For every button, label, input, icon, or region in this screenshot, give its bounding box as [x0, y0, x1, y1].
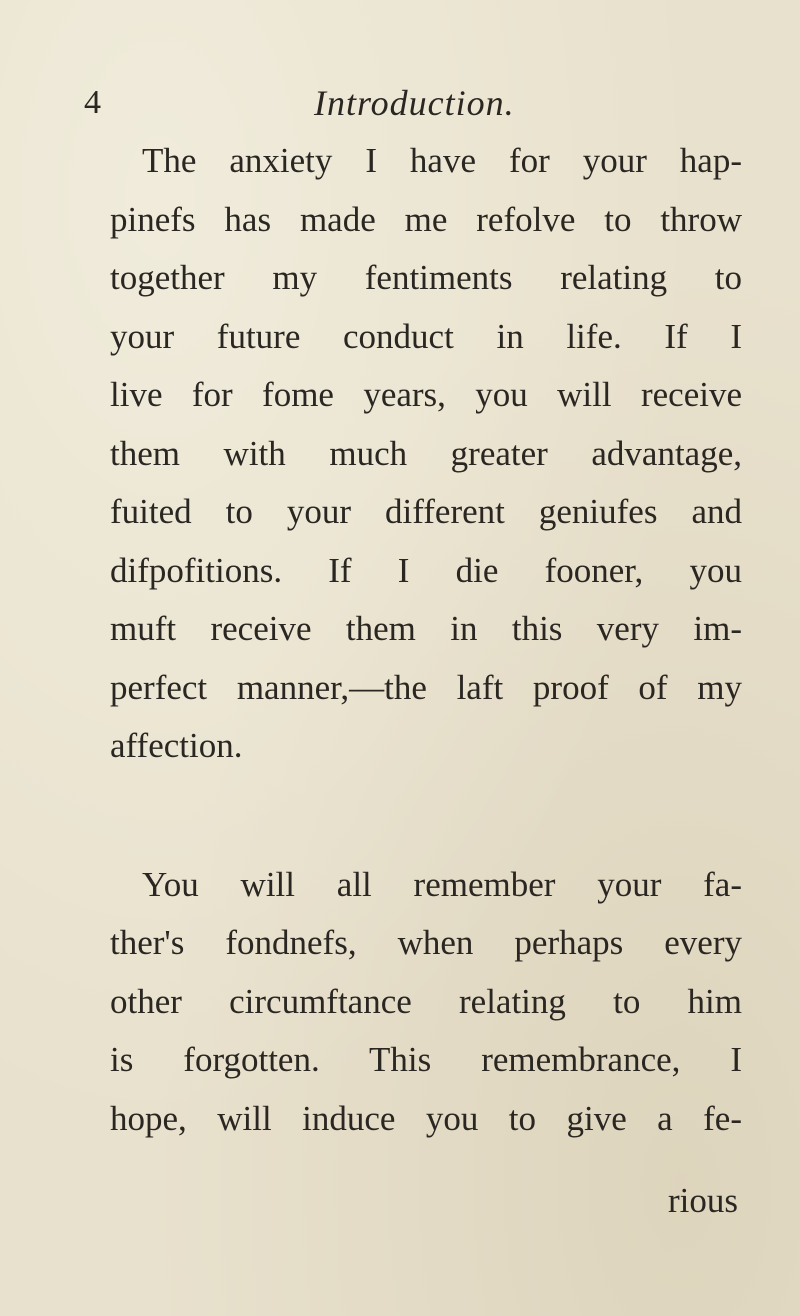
catchword: rious [668, 1181, 738, 1220]
page-header [0, 78, 800, 128]
text-line: pinefs has made me refolve to throw [110, 199, 742, 239]
text-line: muft receive them in this very im- [110, 609, 742, 648]
text-line: ther's fondnefs, when perhaps every [110, 923, 742, 962]
paragraph-gap [110, 776, 742, 856]
text-line: your future conduct in life. If I [110, 316, 742, 356]
text-line: fuited to your different geniufes and [110, 492, 742, 531]
text-line: difpofitions. If I die fooner, you [110, 550, 742, 590]
paragraph-2 [110, 856, 742, 1149]
body-text [110, 132, 742, 1148]
paragraph-1 [110, 132, 742, 776]
running-head: Introduction. [314, 83, 515, 123]
text-line: hope, will induce you to give a fe- [110, 1098, 742, 1138]
page-number: 4 [84, 84, 101, 121]
text-line: them with much greater advantage, [110, 433, 742, 473]
text-line: You will all remember your fa- [142, 864, 742, 904]
text-line: live for fome years, you will receive [110, 375, 742, 414]
text-line: affection. [110, 726, 243, 765]
text-line: is forgotten. This remembrance, I [110, 1040, 742, 1079]
text-line: other circumftance relating to him [110, 981, 742, 1021]
text-line: together my fentiments relating to [110, 258, 742, 297]
text-line: The anxiety I have for your hap- [142, 141, 742, 180]
text-line: perfect manner,—the laft proof of my [110, 667, 742, 707]
